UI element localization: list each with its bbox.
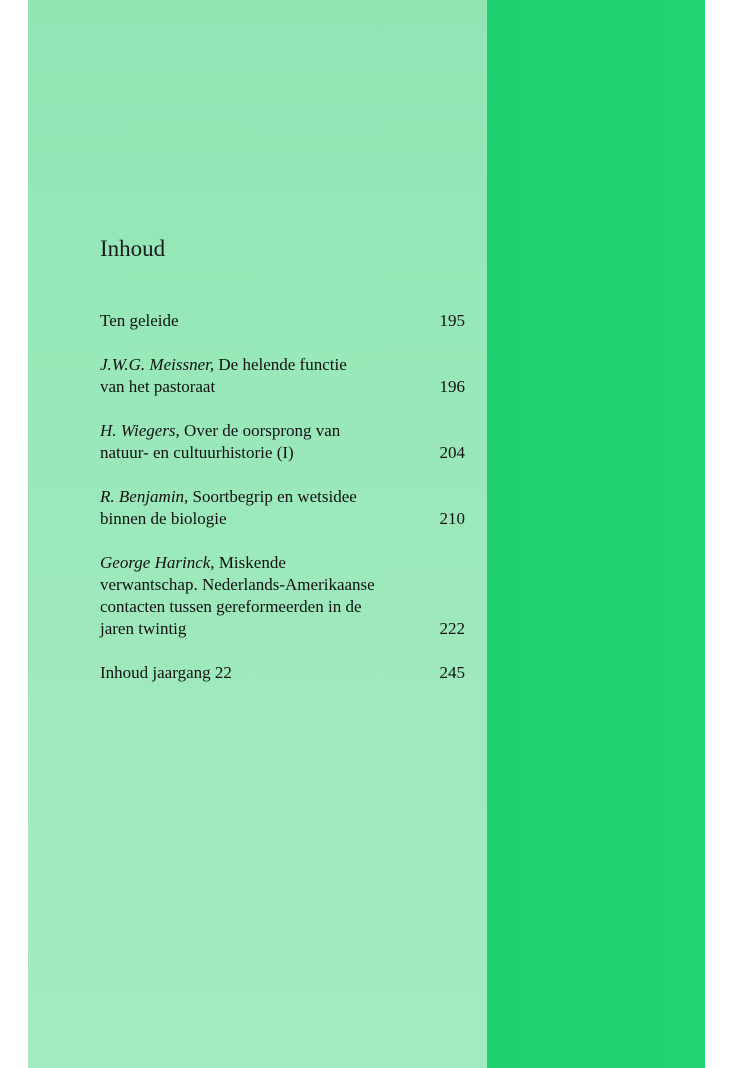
toc-entry-line <box>100 420 421 442</box>
toc-entry-author: H. Wiegers, <box>100 421 180 440</box>
toc-entry-line: van het pastoraat <box>100 377 216 396</box>
toc-entry-page-number: 196 <box>439 377 465 396</box>
toc-entry <box>100 354 465 398</box>
toc-entry <box>100 310 465 332</box>
toc-entry-title: Miskende <box>214 553 286 572</box>
toc-entry-title: Over de oorsprong van <box>179 421 341 440</box>
toc-entry-page-number: 204 <box>439 443 465 462</box>
toc-entry <box>100 420 465 464</box>
toc-entry-line: jaren twintig <box>100 619 187 638</box>
toc-entry-line: natuur- en cultuurhistorie (I) <box>100 443 294 462</box>
toc-entry-line <box>100 486 421 508</box>
toc-entry-line <box>100 310 421 332</box>
toc-entry-line: binnen de biologie <box>100 509 227 528</box>
toc-entry-line <box>100 662 421 684</box>
toc-list <box>100 310 465 684</box>
toc-entry-page-number: 222 <box>439 619 465 638</box>
toc-entry-title: Ten geleide <box>100 311 179 330</box>
toc-entry-author: R. Benjamin, <box>100 487 189 506</box>
toc-entry-page-number: 210 <box>439 509 465 528</box>
toc-entry <box>100 662 465 684</box>
toc-entry-author: George Harinck, <box>100 553 215 572</box>
toc-entry-title: De helende functie <box>214 355 347 374</box>
toc-entry-line: verwantschap. Nederlands-Amerikaanse <box>100 575 375 594</box>
toc-entry-line: contacten tussen gereformeerden in de <box>100 597 362 616</box>
cover-green-strip <box>487 0 705 1068</box>
toc-entry-page-number: 245 <box>439 663 465 682</box>
toc-entry-title: Inhoud jaargang 22 <box>100 663 232 682</box>
toc-entry <box>100 552 465 640</box>
toc-entry-title: Soortbegrip en wetsidee <box>188 487 357 506</box>
toc-entry <box>100 486 465 530</box>
toc-entry-line <box>100 354 421 376</box>
table-of-contents <box>100 232 465 706</box>
toc-title: Inhoud <box>100 236 166 261</box>
toc-entry-author: J.W.G. Meissner, <box>100 355 215 374</box>
toc-entry-page-number: 195 <box>439 311 465 330</box>
toc-entry-line <box>100 552 421 574</box>
